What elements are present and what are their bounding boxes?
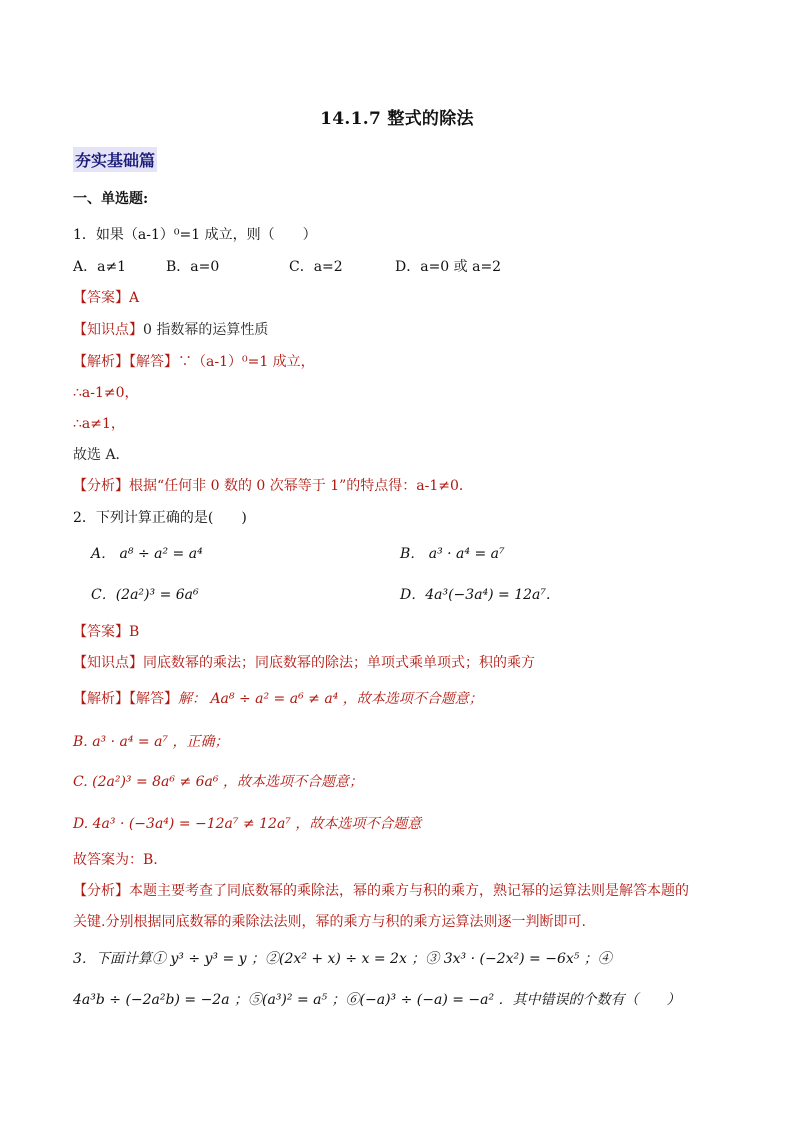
q2-analysis-d: D. 4a³ · (−3a⁴) = −12a⁷ ≠ 12a⁷ ，故本选项不合题意 [73,816,422,832]
q1-option-b: B．a=0 [166,259,220,275]
q1-choice: 故选 A． [73,447,130,463]
q1-stem: 1．如果（a-1）⁰=1 成立，则（ ） [73,227,317,243]
fenxi-text: 本题主要考查了同底数幂的乘除法，幂的乘方与积的乘方，熟记幂的运算法则是解答本题的 [129,883,689,899]
q1-knowledge [73,320,268,340]
q2-stem: 2．下列计算正确的是( ) [73,510,247,526]
q2-option-d: D．4a³(−3a⁴) = 12a⁷. [400,587,551,603]
q1-analysis-step2: ∴a-1≠0， [73,385,139,401]
analysis-tag: 【解析】【解答】 [73,354,178,370]
q1-option-d: D．a=0 或 a=2 [395,259,502,275]
fenxi-text: 根据“任何非 0 数的 0 次幂等于 1”的特点得：a-1≠0． [129,478,473,494]
fenxi-tag: 【分析】 [73,883,129,899]
analysis-a: 解： Aa⁸ ÷ a² = a⁶ ≠ a⁴ ，故本选项不合题意； [178,691,483,707]
section-heading: 夯实基础篇 [73,147,157,172]
q1-analysis-step3: ∴a≠1， [73,416,125,432]
q2-analysis [73,689,483,709]
q2-analysis-b: B. a³ · a⁴ = a⁷ ，正确； [73,734,229,750]
part-heading: 一、单选题: [73,191,149,207]
q2-option-c: C．(2a²)³ = 6a⁶ [91,587,199,603]
q1-analysis [73,352,315,372]
analysis-text: ∵（a-1）⁰=1 成立， [178,354,315,370]
q2-analysis-c: C. (2a²)³ = 8a⁶ ≠ 6a⁶ ，故本选项不合题意； [73,774,363,790]
q3-line2: 4a³b ÷ (−2a²b) = −2a ；⑤(a³)² = a⁵ ；⑥(−a)³ ÷ (−a) = −a² ．其中错误的个数有（ ） [73,992,681,1008]
knowledge-tag: 【知识点】 [73,322,143,338]
q2-knowledge [73,653,535,673]
knowledge-tag: 【知识点】 [73,655,143,671]
knowledge-text: 同底数幂的乘法；同底数幂的除法；单项式乘单项式；积的乘方 [143,655,535,671]
q1-option-c: C．a=2 [289,259,343,275]
q1-answer: 【答案】A [73,290,140,306]
knowledge-text: 0 指数幂的运算性质 [143,322,269,338]
q1-fenxi [73,476,473,496]
q2-option-b: B． a³ · a⁴ = a⁷ [400,546,505,562]
q3-line1: 3．下面计算① y³ ÷ y³ = y ；②(2x² + x) ÷ x = 2x ；③ 3x³ · (−2x²) = −6x⁵ ；④ [73,951,612,967]
q2-answer: 【答案】B [73,624,140,640]
q2-conclusion: 故答案为：B. [73,852,158,868]
page-title: 14.1.7 整式的除法 [320,109,474,129]
analysis-tag: 【解析】【解答】 [73,691,178,707]
q2-fenxi-cont: 关键.分别根据同底数幂的乘除法法则，幂的乘方与积的乘方运算法则逐一判断即可. [73,914,586,930]
fenxi-tag: 【分析】 [73,478,129,494]
q1-option-a: A．a≠1 [73,259,127,275]
q2-option-a: A． a⁸ ÷ a² = a⁴ [91,546,203,562]
q2-fenxi [73,881,689,901]
